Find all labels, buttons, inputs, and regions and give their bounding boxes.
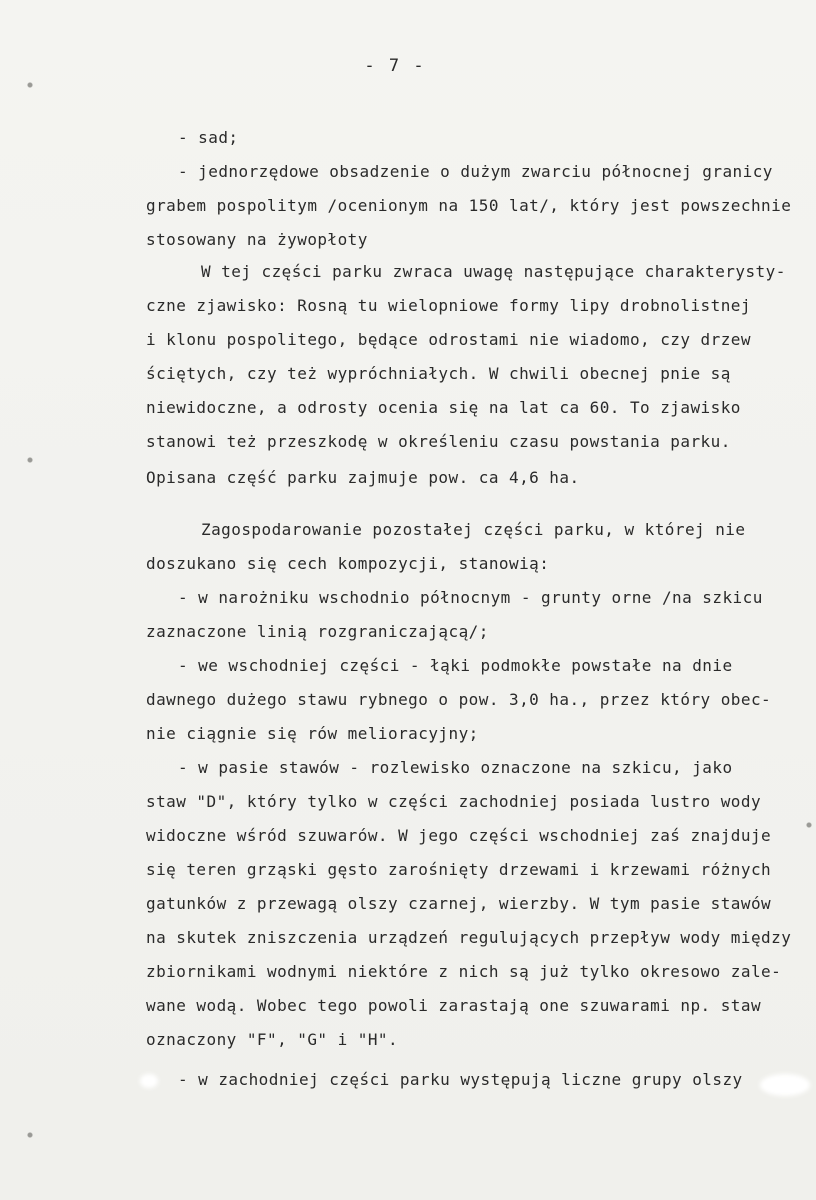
text-line: Zagospodarowanie pozostałej części parku, w której nie [201, 520, 746, 539]
text-line: - w narożniku wschodnio północnym - grunty orne /na szkicu [178, 588, 763, 607]
text-line: i klonu pospolitego, będące odrostami nie wiadomo, czy drzew [146, 330, 751, 349]
text-line: Opisana część parku zajmuje pow. ca 4,6 ha. [146, 468, 580, 487]
text-line: dawnego dużego stawu rybnego o pow. 3,0 ha., przez który obec- [146, 690, 772, 709]
text-line: - jednorzędowe obsadzenie o dużym zwarciu północnej granicy [178, 162, 773, 181]
text-line: gatunków z przewagą olszy czarnej, wierzby. W tym pasie stawów [146, 894, 772, 913]
text-line: czne zjawisko: Rosną tu wielopniowe formy lipy drobnolistnej [146, 296, 751, 315]
text-line: - w zachodniej części parku występują liczne grupy olszy [178, 1070, 743, 1089]
text-line: widoczne wśród szuwarów. W jego części wschodniej zaś znajduje [146, 826, 772, 845]
text-line: grabem pospolitym /ocenionym na 150 lat/, który jest powszechnie [146, 196, 792, 215]
paper-smudge [140, 1074, 158, 1088]
page-number: - 7 - [364, 56, 426, 76]
paper-smudge [760, 1074, 810, 1096]
text-line: niewidoczne, a odrosty ocenia się na lat ca 60. To zjawisko [146, 398, 741, 417]
text-line: - sad; [178, 128, 239, 147]
text-line: zaznaczone linią rozgraniczającą/; [146, 622, 489, 641]
text-line: wane wodą. Wobec tego powoli zarastają one szuwarami np. staw [146, 996, 762, 1015]
punch-hole-mark [25, 80, 35, 90]
text-line: doszukano się cech kompozycji, stanowią: [146, 554, 550, 573]
punch-hole-mark [25, 455, 35, 465]
text-line: W tej części parku zwraca uwagę następujące charakterysty- [201, 262, 786, 281]
text-line: oznaczony "F", "G" i "H". [146, 1030, 399, 1049]
text-line: stanowi też przeszkodę w określeniu czasu powstania parku. [146, 432, 731, 451]
text-line: - we wschodniej części - łąki podmokłe powstałe na dnie [178, 656, 733, 675]
punch-hole-mark [804, 820, 814, 830]
text-line: nie ciągnie się rów melioracyjny; [146, 724, 479, 743]
text-line: ściętych, czy też wypróchniałych. W chwili obecnej pnie są [146, 364, 731, 383]
text-line: na skutek zniszczenia urządzeń regulujących przepływ wody między [146, 928, 792, 947]
text-line: się teren grząski gęsto zarośnięty drzewami i krzewami różnych [146, 860, 772, 879]
text-line: zbiornikami wodnymi niektóre z nich są już tylko okresowo zale- [146, 962, 782, 981]
text-line: stosowany na żywopłoty [146, 230, 368, 249]
punch-hole-mark [25, 1130, 35, 1140]
text-line: - w pasie stawów - rozlewisko oznaczone na szkicu, jako [178, 758, 733, 777]
text-line: staw "D", który tylko w części zachodniej posiada lustro wody [146, 792, 762, 811]
